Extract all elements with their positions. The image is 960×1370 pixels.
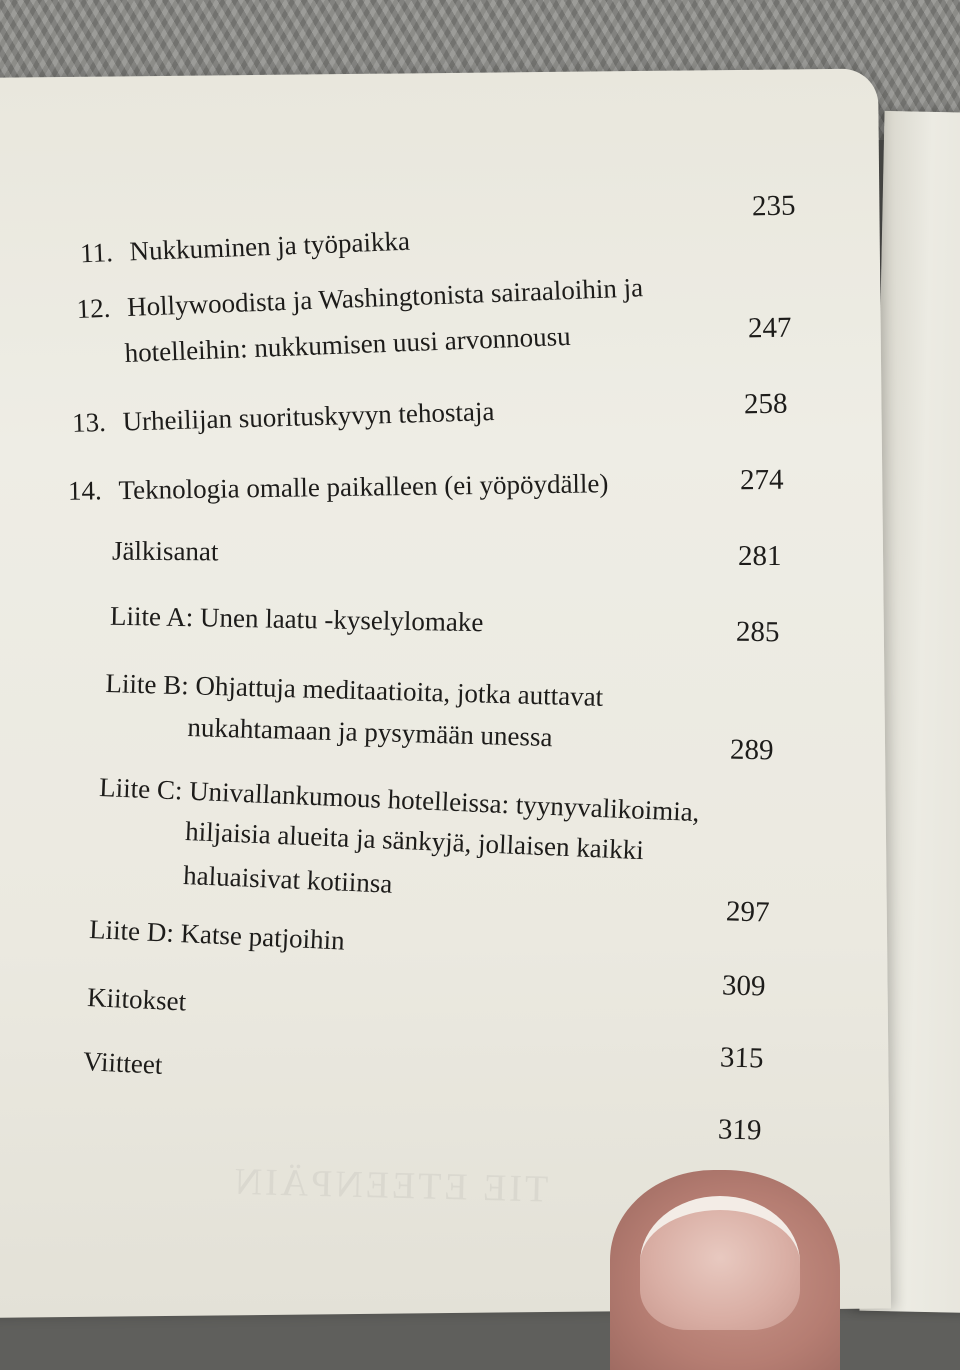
chapter-number: 12.	[76, 292, 111, 324]
toc-entry-afterword: Jälkisanat	[111, 535, 219, 567]
page-number: 285	[735, 615, 780, 649]
toc-entry	[79, 224, 410, 271]
page-number: 274	[739, 463, 784, 497]
toc-entry-appendix-d: Liite D: Katse patjoihin	[88, 913, 346, 956]
toc-entry-appendix-a: Liite A: Unen laatu -kyselylomake	[109, 600, 484, 638]
toc-entry	[68, 466, 609, 508]
chapter-title-line: hiljaisia alueita ja sänkyjä, jollaisen kaikki	[184, 815, 645, 866]
toc-entry	[72, 394, 495, 440]
page-number: 235	[751, 189, 796, 223]
toc-entry-acknowledgements: Kiitokset	[86, 981, 187, 1017]
page-number: 319	[717, 1113, 762, 1147]
chapter-number: 13.	[71, 406, 107, 438]
toc-entry-references: Viitteet	[82, 1045, 164, 1080]
chapter-title: Teknologia omalle paikalleen (ei yöpöydälle)	[118, 468, 609, 506]
show-through-text: TIE ETEENPÄIN	[231, 1160, 549, 1211]
chapter-title-line: nukahtamaan ja pysymään unessa	[187, 711, 553, 753]
toc-entry	[76, 270, 644, 326]
page-number: 247	[747, 311, 792, 345]
page-number: 315	[719, 1041, 764, 1075]
chapter-number: 11.	[79, 237, 114, 269]
fingernail	[640, 1196, 800, 1330]
page-number: 289	[729, 733, 774, 767]
toc-entry-appendix-b: Liite B: Ohjattuja meditaatioita, jotka auttavat	[105, 667, 604, 712]
chapter-title-line: haluaisivat kotiinsa	[182, 859, 393, 899]
page-number: 281	[738, 540, 782, 572]
chapter-title-line: hotelleihin: nukkumisen uusi arvonnousu	[124, 320, 572, 368]
chapter-title: Urheilijan suorituskyvyn tehostaja	[122, 396, 495, 437]
page-number: 297	[725, 895, 770, 929]
toc-entry-appendix-c: Liite C: Univallankumous hotelleissa: tyynyvalikoimia,	[98, 771, 701, 828]
chapter-title: Hollywoodista ja Washingtonista sairaaloihin ja	[126, 272, 644, 323]
chapter-number: 14.	[67, 475, 102, 506]
page-number: 258	[743, 387, 788, 421]
page-number: 309	[721, 969, 766, 1003]
chapter-title: Nukkuminen ja työpaikka	[129, 225, 411, 267]
